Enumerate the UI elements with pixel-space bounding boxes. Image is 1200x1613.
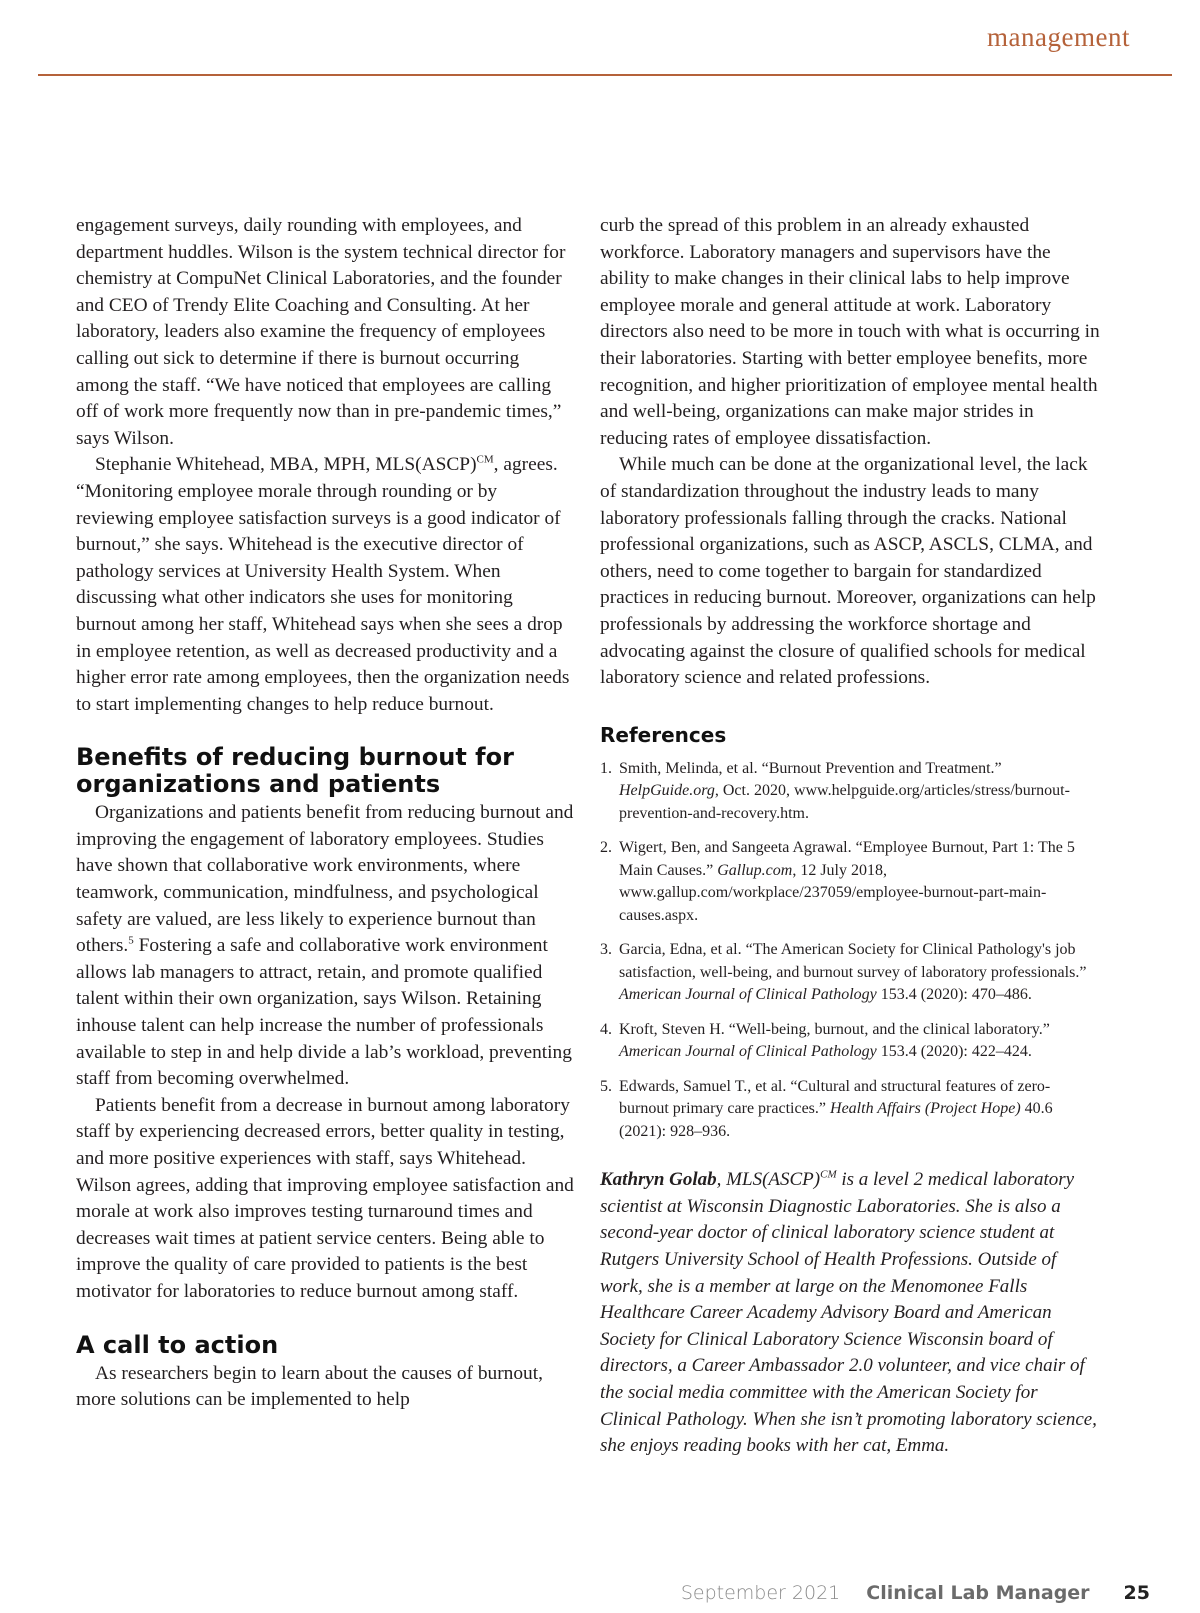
author-bio: Kathryn Golab, MLS(ASCP)$^{CM}$ is a level 2 medical laboratory scientist at Wisconsin Diagnostic Laboratories. She is also a second-year doctor of clinical laboratory science student at Rutgers University School of Health Professions. Outside of work, she is a member at large on the Menomonee Falls Healthcare Career Academy Advisory Board and American Society for Clinical Laboratory Science Wisconsin board of directors, a Career Ambassador 2.0 volunteer, and vice chair of the social media committee with the American Society for Clinical Pathology. When she isn’t promoting laboratory science, she enjoys reading books with her cat, Emma. [600,1168,1097,1457]
section-label: management [987,22,1130,52]
header-divider [38,74,1172,76]
reference-item: 3. Garcia, Edna, et al. “The American Society for Clinical Pathology's job satisfaction, well-being, and burnout survey of laboratory professionals.” American Journal of Clinical Pathology 153.4 (2020): 470–486. [600,941,1087,1004]
paragraph: While much can be done at the organizational level, the lack of standardization throughout the industry leads to many laboratory professionals falling through the cracks. National professional organizations, such as ASCP, ASCLS, CLMA, and others, need to come together to bargain for standardized practices in reducing burnout. Moreover, organizations can help professionals by addressing the workforce shortage and advocating against the closure of qualified schools for medical laboratory science and related professions. [600,454,1096,689]
magazine-title: Clinical Lab Manager [866,1582,1090,1604]
references-heading: References [600,722,727,747]
section-heading: A call to action [76,1330,279,1359]
reference-item: 1. Smith, Melinda, et al. “Burnout Prevention and Treatment.” HelpGuide.org, Oct. 2020, www.helpguide.org/articles/stress/burnout-prevention-and-recovery.htm. [600,759,1070,822]
reference-item: 5. Edwards, Samuel T., et al. “Cultural and structural features of zero-burnout primary care practices.” Health Affairs (Project Hope) 40.6 (2021): 928–936. [600,1077,1053,1140]
paragraph: Patients benefit from a decrease in burnout among laboratory staff by experiencing decreased errors, better quality in testing, and more positive experiences with staff, says Whitehead. Wilson agrees, adding that improving employee satisfaction and morale at work also improves testing turnaround times and decreases wait times at patient service centers. Being able to improve the quality of care provided to patients is the best motivator for laboratories to reduce burnout among staff. [76,1094,574,1302]
references-list [600,758,1100,1144]
issue-date: September 2021 [680,1582,841,1604]
paragraph: engagement surveys, daily rounding with employees, and department huddles. Wilson is the system technical director for chemistry at CompuNet Clinical Laboratories, and the founder and CEO of Trendy Elite Coaching and Consulting. At her laboratory, leaders also examine the frequency of employees calling out sick to determine if there is burnout occurring among the staff. “We have noticed that employees are calling off of work more frequently now than in pre-pandemic times,” says Wilson. [76,215,566,449]
page-number: 25 [1123,1582,1150,1604]
reference-item: 4. Kroft, Steven H. “Well-being, burnout, and the clinical laboratory.” American Journal of Clinical Pathology 153.4 (2020): 422–424. [600,1020,1050,1061]
reference-item: 2. Wigert, Ben, and Sangeeta Agrawal. “Employee Burnout, Part 1: The 5 Main Causes.” Gallup.com, 12 July 2018, www.gallup.com/workplace/237059/employee-burnout-part-main-causes.aspx. [600,839,1075,924]
left-column [76,213,576,1414]
paragraph: As researchers begin to learn about the causes of burnout, more solutions can be implemented to help [76,1362,543,1411]
paragraph: Organizations and patients benefit from reducing burnout and improving the engagement of laboratory employees. Studies have shown that collaborative work environments, where teamwork, communication, mindfulness, and psychological safety are valued, are less likely to experience burnout than others.$^5$ Fostering a safe and collaborative work environment allows lab managers to attract, retain, and promote qualified talent within their own organization, says Wilson. Retaining inhouse talent can help increase the number of professionals available to step in and help divide a lab’s workload, preventing staff from becoming overwhelmed. [76,802,574,1090]
right-column [600,213,1100,1479]
paragraph: Stephanie Whitehead, MBA, MPH, MLS(ASCP)$^{CM}$, agrees. “Monitoring employee morale through rounding or by reviewing employee satisfaction surveys is a good indicator of burnout,” she says. Whitehead is the executive director of pathology services at University Health System. When discussing what other indicators she uses for monitoring burnout among her staff, Whitehead says when she sees a drop in employee retention, as well as decreased productivity and a higher error rate among employees, then the organization needs to start implementing changes to help reduce burnout. [76,453,570,715]
section-heading: Benefits of reducing burnout for organizations and patients [76,743,514,799]
page-footer [681,1582,1150,1604]
author-name: Kathryn Golab [600,1169,717,1191]
paragraph: curb the spread of this problem in an already exhausted workforce. Laboratory managers and supervisors have the ability to make changes in their clinical labs to help improve employee morale and general attitude at work. Laboratory directors also need to be more in touch with what is occurring in their laboratories. Starting with better employee benefits, more recognition, and higher prioritization of employee mental health and well-being, organizations can make major strides in reducing rates of employee dissatisfaction. [600,215,1100,449]
